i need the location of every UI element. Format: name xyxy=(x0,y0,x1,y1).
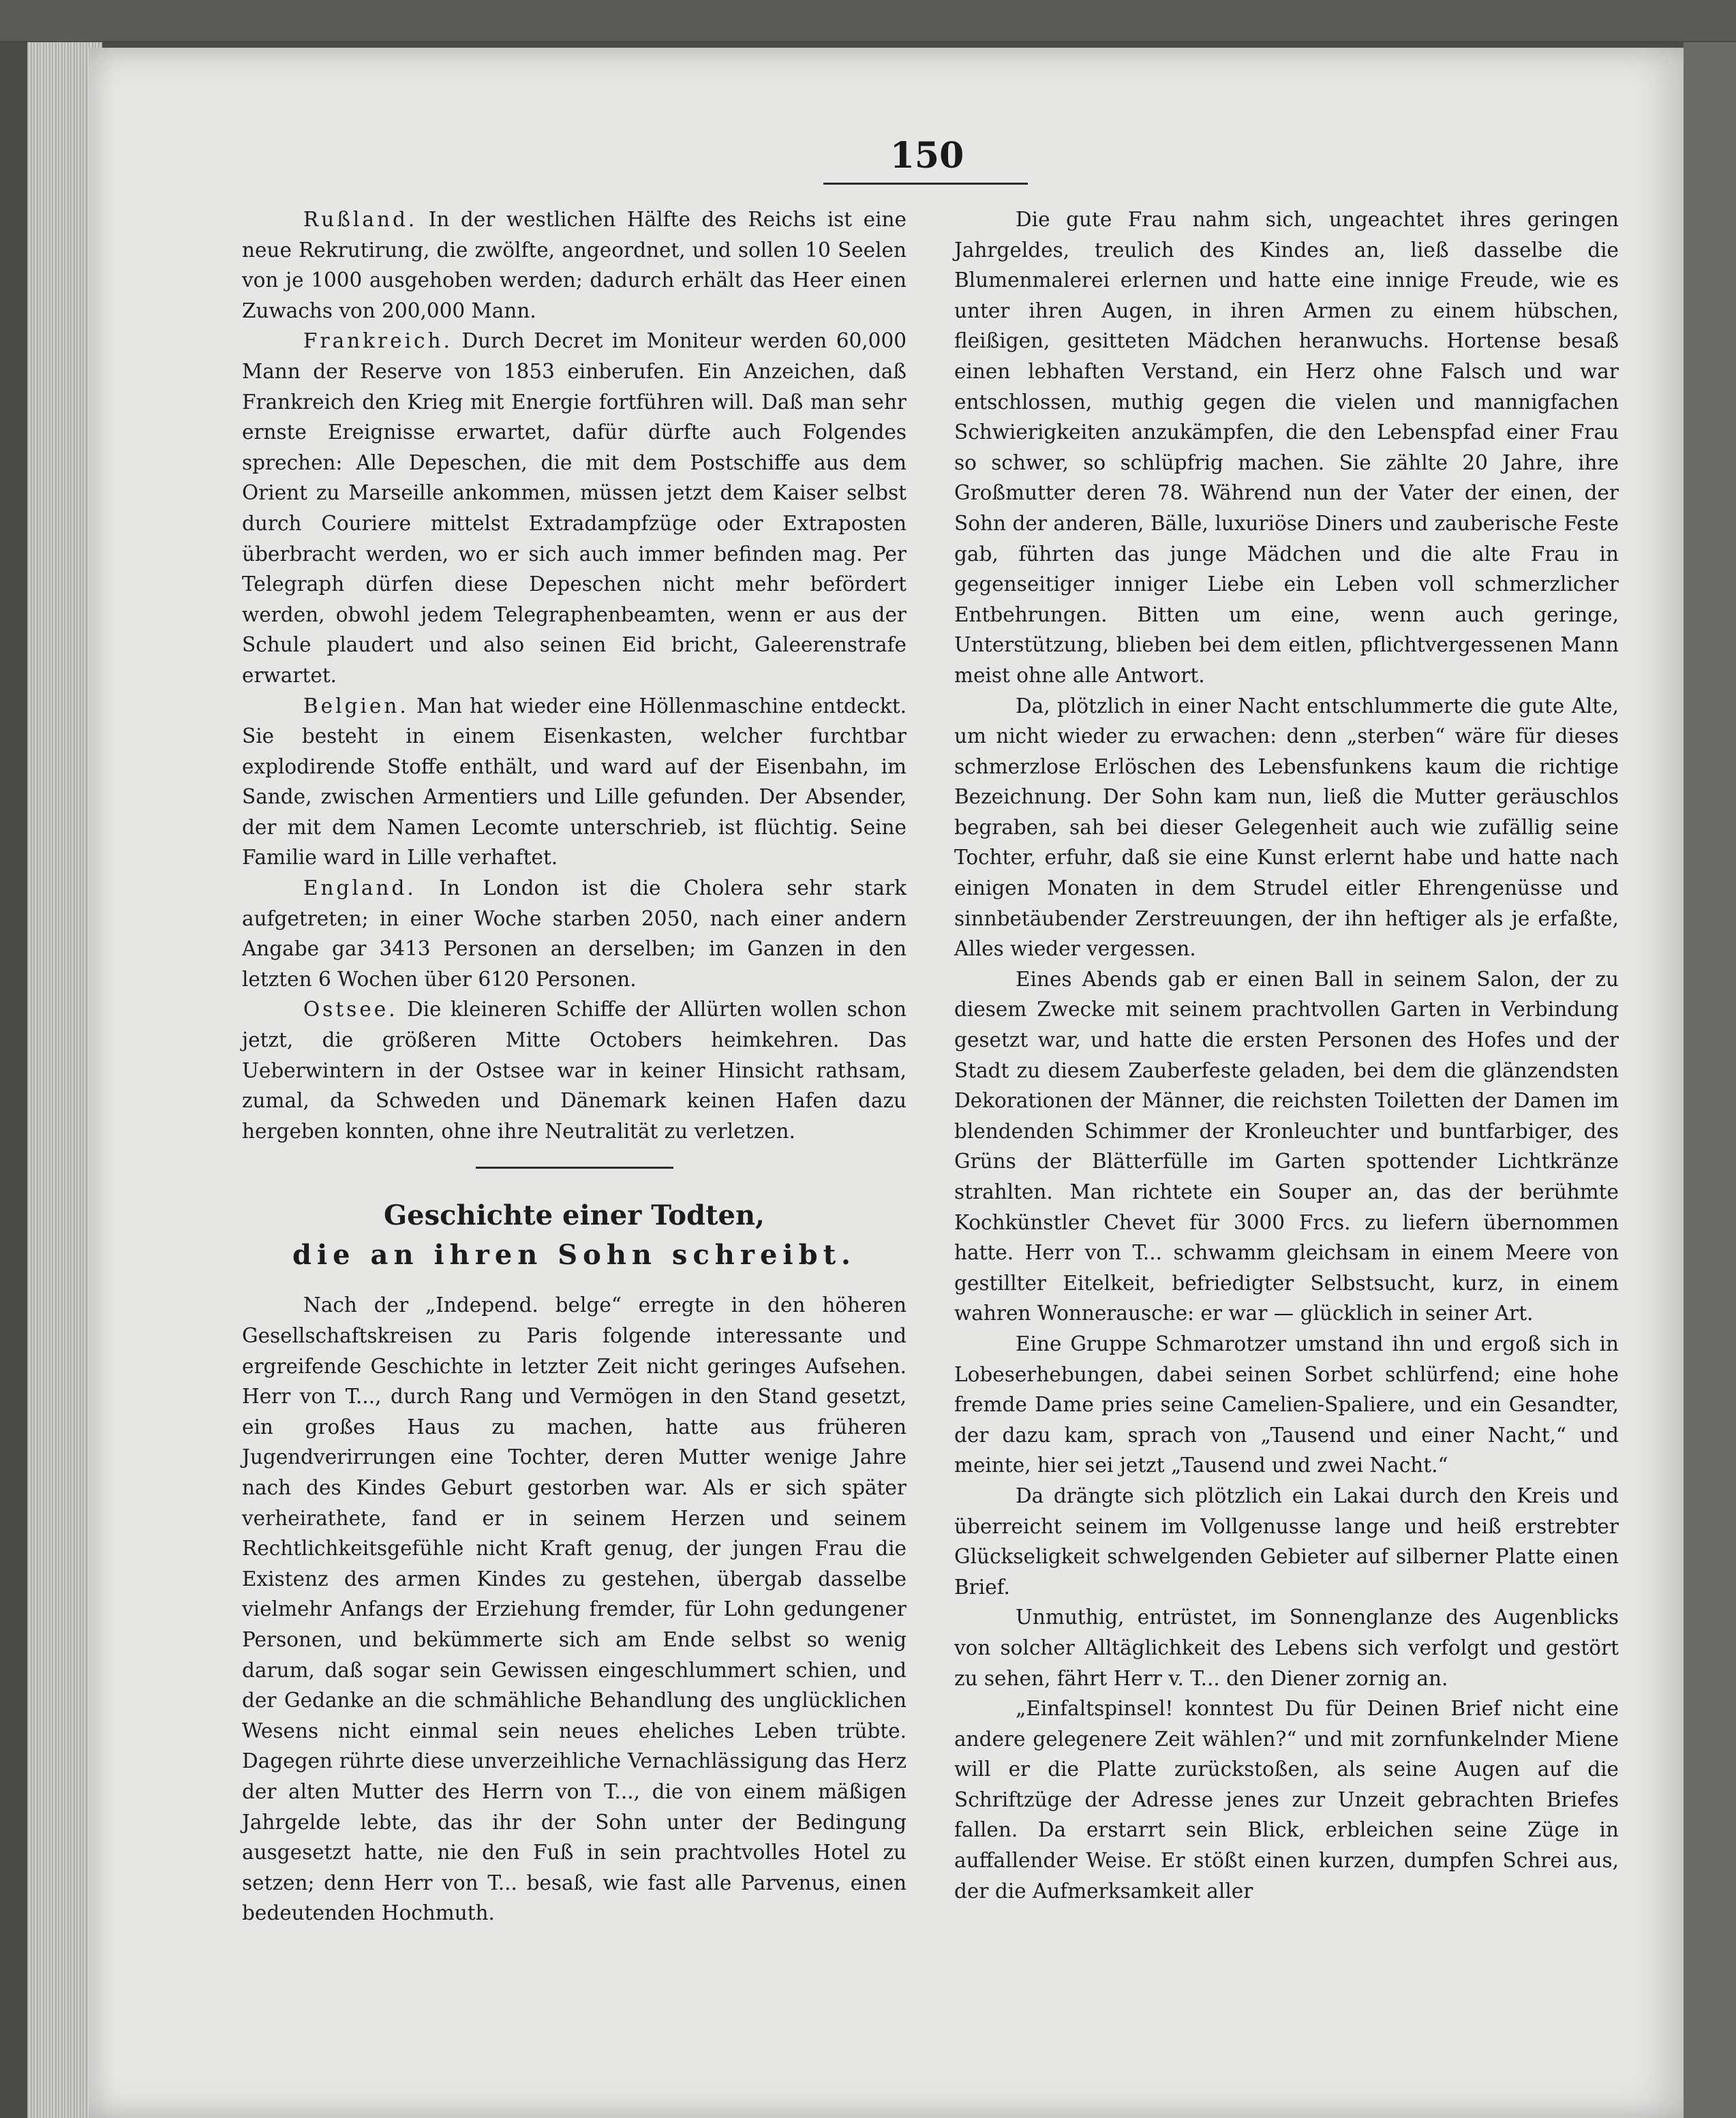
news-text: In London ist die Cholera sehr stark aufgetreten; in einer Woche starben 2050, nach einer andern Angabe gar 3413 Personen an derselben; im Ganzen in den letzten 6 Wochen über 6120 Personen. xyxy=(242,876,907,991)
scan-background-top xyxy=(0,0,1736,41)
story-title-line-2: die an ihren Sohn schreibt. xyxy=(292,1239,856,1272)
story-paragraph: Unmuthig, entrüstet, im Sonnenglanze des Augenblicks von solcher Alltäglichkeit des Lebens sich verfolgt und gestört zu sehen, fährt Herr v. T... den Diener zornig an. xyxy=(954,1606,1619,1690)
scan-background-right xyxy=(1684,42,1736,2118)
news-text: In der westlichen Hälfte des Reichs ist eine neue Rekrutirung, die zwölfte, angeordnet, und sollen 10 Seelen von je 1000 ausgehoben werden; dadurch erhält das Heer einen Zuwachs von 200,000 Mann. xyxy=(242,208,907,322)
story-paragraph: Nach der „Independ. belge“ erregte in den höheren Gesellschaftskreisen zu Paris folgende interessante und ergreifende Geschichte in letzter Zeit nicht geringes Aufsehen. Herr von T..., durch Rang und Vermögen in den Stand gesetzt, ein großes Haus zu machen, hatte aus früheren Jugendverirrungen eine Tochter, deren Mutter wenige Jahre nach des Kindes Geburt gestorben war. Als er sich später verheirathete, fand er in seinem Herzen und seinem Rechtlichkeitsgefühle nicht Kraft genug, der jungen Frau die Existenz des armen Kindes zu gestehen, übergab dasselbe vielmehr Anfangs der Erziehung fremder, für Lohn gedungener Personen, und bekümmerte sich am Ende selbst so wenig darum, daß sogar sein Gewissen eingeschlummert schien, und der Gedanke an die schmähliche Behandlung des unglücklichen Wesens nicht einmal sein neues eheliches Leben trübte. Dagegen rührte diese unverzeihliche Vernachlässigung das Herz der alten Mutter des Herrn von T..., die von einem mäßigen Jahrgelde lebte, das ihr der Sohn unter der Bedingung ausgesetzt hatte, nie den Fuß in sein prachtvolles Hotel zu setzen; denn Herr von T... besaß, wie fast alle Parvenus, einen bedeutenden Hochmuth. xyxy=(242,1293,907,1925)
story-paragraph: Da drängte sich plötzlich ein Lakai durch den Kreis und überreicht seinem im Vollgenusse lange und heiß erstrebter Glückseligkeit schwelgenden Gebieter auf silberner Platte einen Brief. xyxy=(954,1484,1619,1599)
story-paragraph: Die gute Frau nahm sich, ungeachtet ihres geringen Jahrgeldes, treulich des Kindes an, ließ dasselbe die Blumenmalerei erlernen und hatte eine innige Freude, wie es unter ihren Augen, in ihren Armen zu einem hübschen, fleißigen, gesitteten Mädchen heranwuchs. Hortense besaß einen lebhaften Verstand, ein Herz ohne Falsch und war entschlossen, muthig gegen die vielen und mannigfachen Schwierigkeiten anzukämpfen, die den Lebenspfad einer Frau so schwer, so schlüpfrig machen. Sie zählte 20 Jahre, ihre Großmutter deren 78. Während nun der Vater der einen, der Sohn der anderen, Bälle, luxuriöse Diners und zauberische Feste gab, führten das junge Mädchen und die alte Frau in gegenseitiger inniger Liebe ein Leben voll schmerzlicher Entbehrungen. Bitten um eine, wenn auch geringe, Unterstützung, blieben bei dem eitlen, pflichtvergessenen Mann meist ohne alle Antwort. xyxy=(954,208,1619,687)
story-paragraph: „Einfaltspinsel! konntest Du für Deinen Brief nicht eine andere gelegenere Zeit wählen?“ und mit zornfunkelnder Miene will er die Platte zurückstoßen, als seine Augen auf die Schriftzüge der Adresse jenes zur Unzeit gebrachten Briefes fallen. Da erstarrt sein Blick, erbleichen seine Züge in auffallender Weise. Er stößt einen kurzen, dumpfen Schrei aus, der die Aufmerksamkeit aller xyxy=(954,1697,1619,1903)
story-paragraph: Eine Gruppe Schmarotzer umstand ihn und ergoß sich in Lobeserhebungen, dabei seinen Sorbet schlürfend; eine hohe fremde Dame pries seine Camelien-Spaliere, und ein Gesandter, der dazu kam, sprach von „Tausend und einer Nacht,“ und meinte, hier sei jetzt „Tausend und zwei Nacht.“ xyxy=(954,1332,1619,1477)
news-item-belgium xyxy=(242,691,907,874)
page-number: 150 xyxy=(889,135,964,176)
section-separator xyxy=(476,1167,673,1169)
story-title-line-1: Geschichte einer Todten, xyxy=(384,1199,765,1232)
left-column xyxy=(242,204,907,1929)
news-text: Die kleineren Schiffe der Allürten wollen schon jetzt, die größeren Mitte Octobers heimkehren. Das Ueberwintern in der Ostsee war in keiner Hinsicht rathsam, zumal, da Schweden und Dänemark keinen Hafen dazu hergeben konnten, ohne ihre Neutralität zu verletzen. xyxy=(242,998,907,1143)
news-lead: Rußland. xyxy=(303,208,418,231)
news-text: Man hat wieder eine Höllenmaschine entdeckt. Sie besteht in einem Eisenkasten, welcher furchtbar explodirende Stoffe enthält, und ward auf der Eisenbahn, im Sande, zwischen Armentiers und Lille gefunden. Der Absender, der mit dem Namen Lecomte unterschrieb, ist flüchtig. Seine Familie ward in Lille verhaftet. xyxy=(242,694,907,870)
news-lead: England. xyxy=(303,876,416,900)
right-column xyxy=(954,204,1619,1906)
page-number-rule xyxy=(823,183,1028,185)
news-text: Durch Decret im Moniteur werden 60,000 Mann der Reserve von 1853 einberufen. Ein Anzeichen, daß Frankreich den Krieg mit Energie fortführen will. Daß man sehr ernste Ereignisse erwartet, dafür dürfte auch Folgendes sprechen: Alle Depeschen, die mit dem Postschiffe aus dem Orient zu Marseille ankommen, müssen jetzt dem Kaiser selbst durch Couriere mittelst Extradampfzüge oder Extraposten überbracht werden, wo er sich auch immer befinden mag. Per Telegraph dürfen diese Depeschen nicht mehr befördert werden, obwohl jedem Telegraphenbeamten, wenn er aus der Schule plaudert und also seinen Eid bricht, Galeerenstrafe erwartet. xyxy=(242,329,907,687)
news-lead: Frankreich. xyxy=(303,329,453,353)
story-title xyxy=(242,1196,907,1275)
news-item-england xyxy=(242,873,907,994)
news-item-russia xyxy=(242,204,907,326)
news-lead: Belgien. xyxy=(303,694,409,718)
news-item-france xyxy=(242,326,907,690)
story-paragraph: Eines Abends gab er einen Ball in seinem Salon, der zu diesem Zwecke mit seinem prachtvollen Garten in Verbindung gesetzt war, und hatte die ersten Personen des Hofes und der Stadt zu diesem Zauberfeste geladen, bei dem die glänzendsten Dekorationen der Männer, die reichsten Toiletten der Damen im blendenden Schimmer der Kronleuchter und buntfarbiger, des Grüns der Blätterfülle im Garten spottender Lichtkränze strahlten. Man richtete ein Souper an, das der berühmte Kochkünstler Chevet für 3000 Frcs. zu liefern übernommen hatte. Herr von T... schwamm gleichsam in einem Meere von gestillter Eitelkeit, befriedigter Selbstsucht, kurz, in einem wahren Wonnerausche: er war — glücklich in seiner Art. xyxy=(954,967,1619,1325)
story-paragraph: Da, plötzlich in einer Nacht entschlummerte die gute Alte, um nicht wieder zu erwachen: denn „sterben“ wäre für dieses schmerzlose Erlöschen des Lebensfunkens kaum die richtige Bezeichnung. Der Sohn kam nun, ließ die Mutter geräuschlos begraben, sah bei dieser Gelegenheit auch wie zufällig seine Tochter, erfuhr, daß sie eine Kunst erlernt habe und hatte nach einigen Monaten in dem Strudel eitler Ehrengenüsse und sinnbetäubender Zerstreuungen, der ihn heftiger als je erfaßte, Alles wieder vergessen. xyxy=(954,694,1619,961)
news-item-baltic xyxy=(242,994,907,1146)
news-lead: Ostsee. xyxy=(303,998,398,1022)
